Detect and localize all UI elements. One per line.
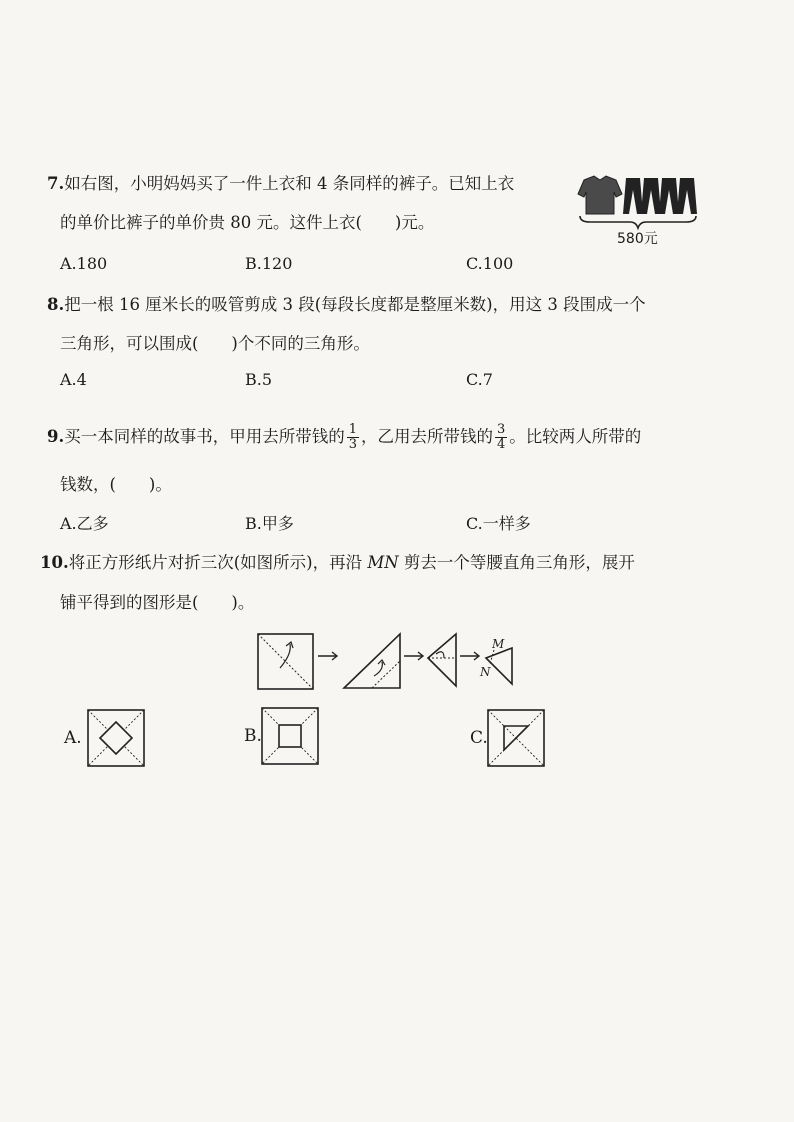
q9-number: 9.: [47, 427, 65, 446]
q10-option-c-figure: [486, 708, 546, 768]
q9-text1: 买一本同样的故事书，甲用去所带钱的: [64, 427, 345, 446]
q9-option-c: C.一样多: [466, 514, 531, 533]
q9-frac2-num: 3: [497, 422, 506, 437]
q9-option-a: A.乙多: [60, 514, 109, 533]
pants-icon: [659, 178, 679, 214]
pants-icon: [641, 178, 661, 214]
label-m: M: [492, 637, 505, 651]
q8-line2: 三角形，可以围成( )个不同的三角形。: [60, 334, 370, 353]
q8-line1: [47, 294, 646, 316]
q10-option-b-figure: [260, 706, 320, 766]
q10-line2: 铺平得到的图形是( )。: [60, 593, 255, 612]
q8-option-b: B.5: [245, 370, 273, 389]
q8-option-c: C.7: [466, 370, 493, 389]
fold-step1-arrow: [280, 644, 290, 668]
q7-line1: [47, 173, 514, 195]
q9-text3: 。比较两人所带的: [509, 427, 642, 446]
q10-text1b: 剪去一个等腰直角三角形，展开: [398, 553, 635, 572]
pants-icon: [677, 178, 697, 214]
q8-number: 8.: [47, 295, 65, 314]
diamond-shape: [100, 722, 132, 754]
q9-option-b: B.甲多: [245, 514, 294, 533]
brace-mark: [580, 216, 696, 228]
folding-diagram: [250, 628, 540, 698]
q10-option-b-label: B.: [244, 726, 262, 746]
fold-step3-triangle: [428, 634, 456, 686]
q10-line1: [40, 552, 635, 574]
q10-number: 10.: [40, 553, 69, 572]
q7-text1: 如右图，小明妈妈买了一件上衣和 4 条同样的裤子。已知上衣: [64, 174, 515, 193]
q10-option-a-figure: [86, 708, 146, 768]
q7-line2: 的单价比裤子的单价贵 80 元。这件上衣( )元。: [60, 213, 435, 232]
q7-number: 7.: [47, 174, 65, 193]
q9-fraction-2: [495, 423, 507, 452]
q7-option-b: B.120: [245, 254, 293, 273]
q10-option-a-label: A.: [64, 728, 82, 748]
q9-fraction-1: [347, 423, 359, 452]
q10-text-mn: MN: [367, 553, 399, 572]
q9-frac1-den: 3: [348, 437, 358, 452]
fold-step3-arrow: [436, 652, 444, 658]
jacket-icon: [578, 176, 622, 214]
fold-step2-triangle: [344, 634, 400, 688]
q8-option-a: A.4: [60, 370, 87, 389]
q8-text1: 把一根 16 厘米长的吸管剪成 3 段(每段长度都是整厘米数)，用这 3 段围成一个: [64, 295, 646, 314]
q7-option-a: A.180: [60, 254, 108, 273]
q9-line2: 钱数，( )。: [60, 475, 172, 494]
label-n: N: [480, 665, 491, 679]
q7-total-label: 580元: [617, 231, 658, 247]
q9-frac1-num: 1: [348, 422, 358, 437]
q10-option-c-label: C.: [470, 728, 488, 748]
q9-frac2-den: 4: [497, 437, 506, 452]
q9-line1: [47, 420, 641, 454]
pants-icon: [623, 178, 643, 214]
q10-text1a: 将正方形纸片对折三次(如图所示)，再沿: [68, 553, 368, 572]
inner-square-shape: [279, 725, 301, 747]
q7-option-c: C.100: [466, 254, 514, 273]
q9-text2: ，乙用去所带钱的: [361, 427, 494, 446]
